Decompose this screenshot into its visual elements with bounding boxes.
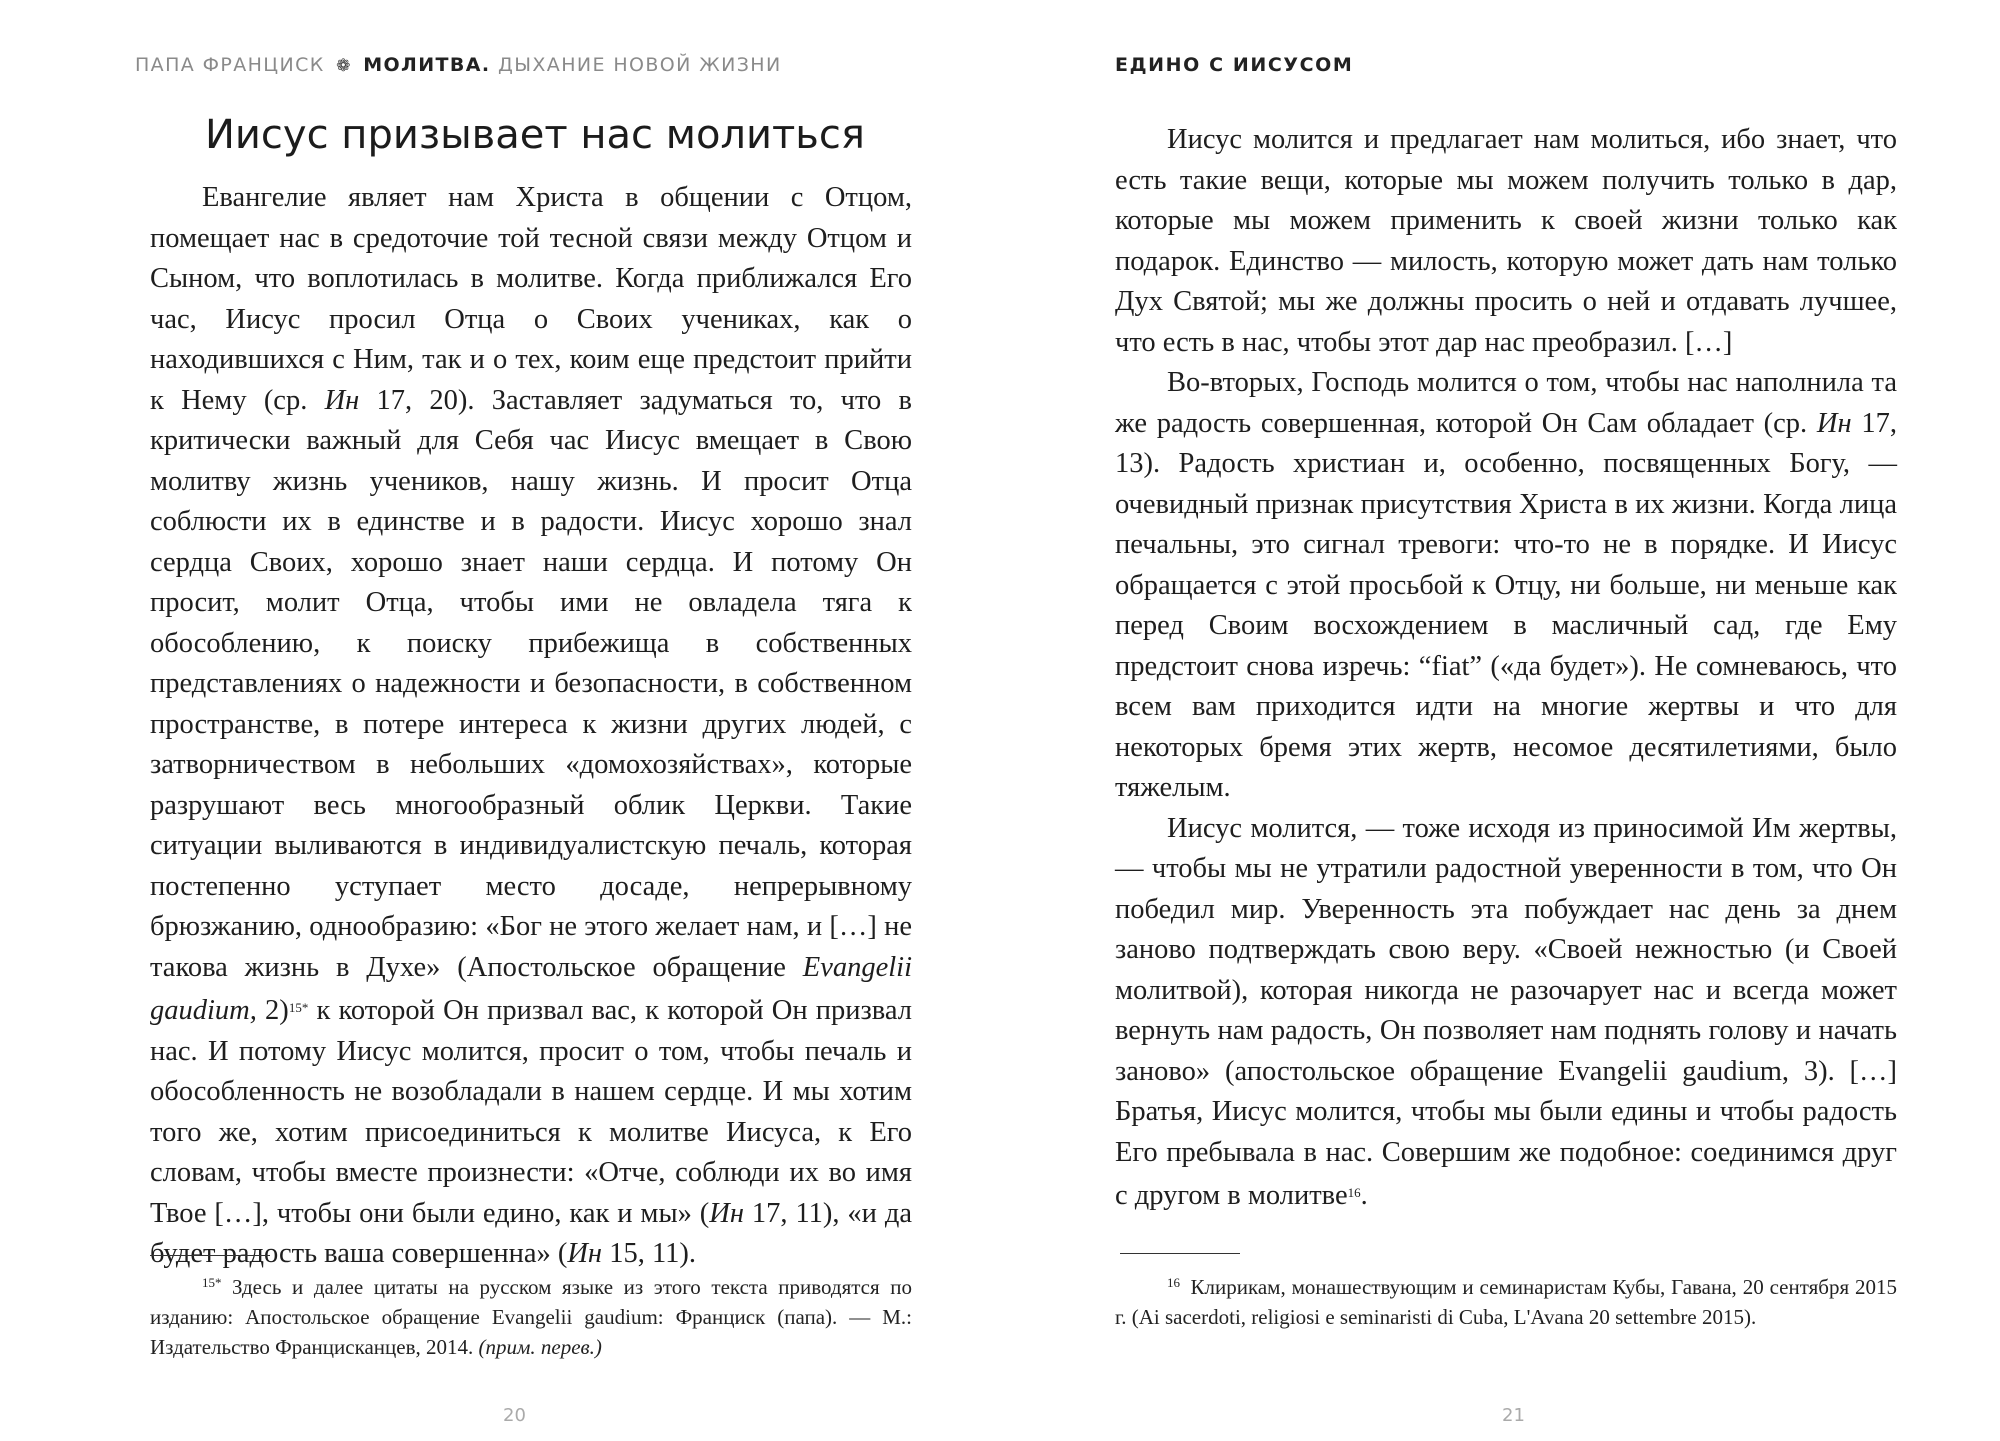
paragraph: Иисус молится, — тоже исходя из приносимой Им жертвы, — чтобы мы не утратили радостной уверенности в том, что Он победил мир. Уверенность эта побуждает нас день за днем заново подтверждать свою веру. «Своей нежностью (и Своей молитвой), которая никогда не разочарует нас и всегда может вернуть нам радость, Он позволяет нам поднять голову и начать заново» (апостольское обращение Evangelii gaudium, 3). […] Братья, Иисус молится, чтобы мы были едины и чтобы радость Его пребывала в нас. Совершим же подобное: соединимся друг с другом в молитве$^{16}$. xyxy=(1115,812,1897,1211)
footnote-rule xyxy=(150,1255,270,1256)
paragraph: Иисус молится и предлагает нам молиться, ибо знает, что есть такие вещи, которые мы можем получить только в дар, которые мы можем применить к своей жизни только как подарок. Единство — милость, которую может дать нам только Дух Святой; мы же должны просить о ней и отдавать лучшее, что есть в нас, чтобы этот дар нас преобразил. […] xyxy=(1115,124,1897,358)
body-text xyxy=(150,178,912,1275)
footnote-rule xyxy=(1120,1253,1240,1254)
running-header xyxy=(135,54,782,76)
header-section-title: ЕДИНО С ИИСУСОМ xyxy=(1115,54,1354,76)
header-book-title: МОЛИТВА. xyxy=(363,54,491,76)
running-header xyxy=(1115,54,1353,76)
header-author: ПАПА ФРАНЦИСК xyxy=(135,54,325,76)
body-text xyxy=(1115,120,1897,1217)
footnote-mark: 15* xyxy=(202,1275,222,1290)
footnote: $^{16}$ Клирикам, монашествующим и семинаристам Кубы, Гавана, 20 сентября 2015 г. (Ai sacerdoti, religiosi e seminaristi di Cuba, L'Avana 20 settembre 2015). xyxy=(1115,1275,1897,1329)
header-subtitle: ДЫХАНИЕ НОВОЙ ЖИЗНИ xyxy=(497,54,782,76)
paragraph: Евангелие являет нам Христа в общении с Отцом, помещает нас в средоточие той тесной связи между Отцом и Сыном, что воплотилась в молитве. Когда приближался Его час, Иисус просил Отца о Своих учениках, как о находившихся с Ним, так и о тех, коим еще предстоит прийти к Нему (ср. Ин 17, 20). Заставляет задуматься то, что в критически важный для Себя час Иисус вмещает в Свою молитву жизнь учеников, нашу жизнь. И просит Отца соблюсти их в единстве и в радости. Иисус хорошо знал сердца Своих, хорошо знает наши сердца. И потому Он просит, молит Отца, чтобы ими не овладела тяга к обособлению, к поиску прибежища в собственных представлениях о надежности и безопасности, в собственном пространстве, в потере интереса к жизни других людей, с затворничеством в небольших «домохозяйствах», которые разрушают весь многообразный облик Церкви. Такие ситуации выливаются в индивидуалистскую печаль, которая постепенно уступает место досаде, непрерывному брюзжанию, однообразию: «Бог не этого желает нам, и […] не такова жизнь в Духе» (Апостольское обращение Evangelii gaudium, 2)$^{15*}$ к которой Он призвал вас, к которой Он призвал нас. И потому Иисус молится, просит о том, чтобы печаль и обособленность не возобладали в нашем сердце. И мы хотим того же, хотим присоединиться к молитве Иисуса, к Его словам, чтобы вместе произнести: «Отче, соблюди их во имя Твое […], чтобы они были едино, как и мы» (Ин 17, 11), «и да будет радость ваша совершенна» (Ин 15, 11). xyxy=(150,182,912,1269)
chapter-title: Иисус призывает нас молиться xyxy=(205,112,865,158)
page-number: 21 xyxy=(1502,1405,1525,1426)
paragraph: Во-вторых, Господь молится о том, чтобы нас наполнила та же радость совершенная, которой Он Сам обладает (ср. Ин 17, 13). Радость христиан и, особенно, посвященных Богу, — очевидный признак присутствия Христа в их жизни. Когда лица печальны, это сигнал тревоги: что-то не в порядке. И Иисус обращается с этой просьбой к Отцу, ни больше, ни меньше как перед Своим восхождением в масличный сад, где Ему предстоит снова изречь: “fiat” («да будет»). Не сомневаюсь, что всем вам приходится идти на многие жертвы и что для некоторых бремя этих жертв, несомое десятилетиями, было тяжелым. xyxy=(1115,367,1897,803)
page-number: 20 xyxy=(503,1405,526,1426)
right-page xyxy=(1000,0,2000,1441)
ornament-icon: ❁ xyxy=(336,56,352,76)
footnote: $^{15*}$ Здесь и далее цитаты на русском языке из этого текста приводятся по изданию: Апостольское обращение Evangelii gaudium: Франциск (папа). — М.: Издательство Францисканцев, 2014. (прим. перев.) xyxy=(150,1275,912,1359)
footnote-mark: 16 xyxy=(1167,1275,1180,1290)
